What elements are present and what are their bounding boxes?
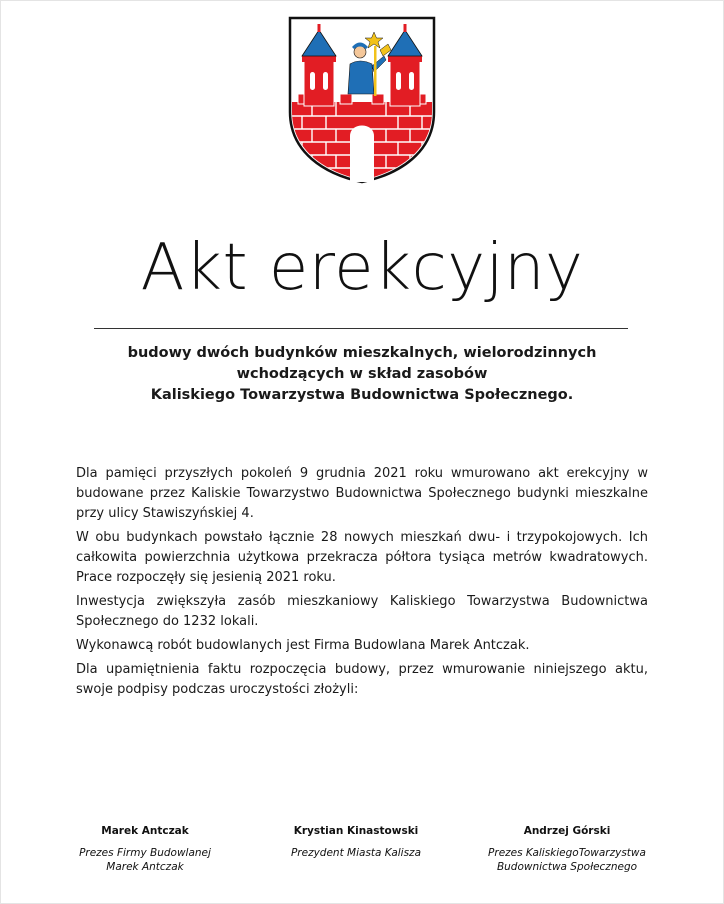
kalisz-coat-of-arms-icon xyxy=(288,16,436,184)
signatures-section xyxy=(0,824,724,884)
title-divider xyxy=(94,328,628,329)
body-paragraph: Dla pamięci przyszłych pokoleń 9 grudnia 2021 roku wmurowano akt erekcyjny w budowane przez Kaliskie Towarzystwo Budownictwa Społecznego budynki mieszkalne przy ulicy Stawiszyńskiej 4. xyxy=(76,466,648,521)
signature-block xyxy=(457,824,677,874)
document-title: Akt erekcyjny xyxy=(140,231,584,305)
signatory-role: Prezes KaliskiegoTowarzystwa xyxy=(488,847,646,859)
signatory-role: Prezydent Miasta Kalisza xyxy=(290,847,422,859)
signature-block xyxy=(35,824,255,874)
subtitle-line: wchodzących w skład zasobów xyxy=(236,366,488,382)
document-body xyxy=(76,464,648,704)
signatory-role: Budownictwa Społecznego xyxy=(496,861,638,873)
signatory-name: Andrzej Górski xyxy=(523,825,611,837)
subtitle-line: Kaliskiego Towarzystwa Budownictwa Społecznego. xyxy=(150,387,574,403)
body-paragraph: W obu budynkach powstało łącznie 28 nowych mieszkań dwu- i trzypokojowych. Ich całkowita powierzchnia użytkowa przekracza półtora tysiąca metrów kwadratowych. Prace rozpoczęły się jesienią 2021 roku. xyxy=(76,530,648,585)
signatory-name: Marek Antczak xyxy=(101,825,189,837)
signatory-name: Krystian Kinastowski xyxy=(293,825,419,837)
signatory-role: Marek Antczak xyxy=(106,861,184,873)
signature-block xyxy=(246,824,466,860)
subtitle-line: budowy dwóch budynków mieszkalnych, wielorodzinnych xyxy=(127,345,597,361)
signatory-role: Prezes Firmy Budowlanej xyxy=(79,847,211,859)
document-subtitle xyxy=(80,343,644,406)
body-paragraph: Inwestycja zwiększyła zasób mieszkaniowy Kaliskiego Towarzystwa Budownictwa Społecznego do 1232 lokali. xyxy=(76,594,648,629)
body-paragraph: Dla upamiętnienia faktu rozpoczęcia budowy, przez wmurowanie niniejszego aktu, swoje podpisy podczas uroczystości złożyli: xyxy=(76,662,648,697)
body-paragraph: Wykonawcą robót budowlanych jest Firma Budowlana Marek Antczak. xyxy=(76,638,530,653)
